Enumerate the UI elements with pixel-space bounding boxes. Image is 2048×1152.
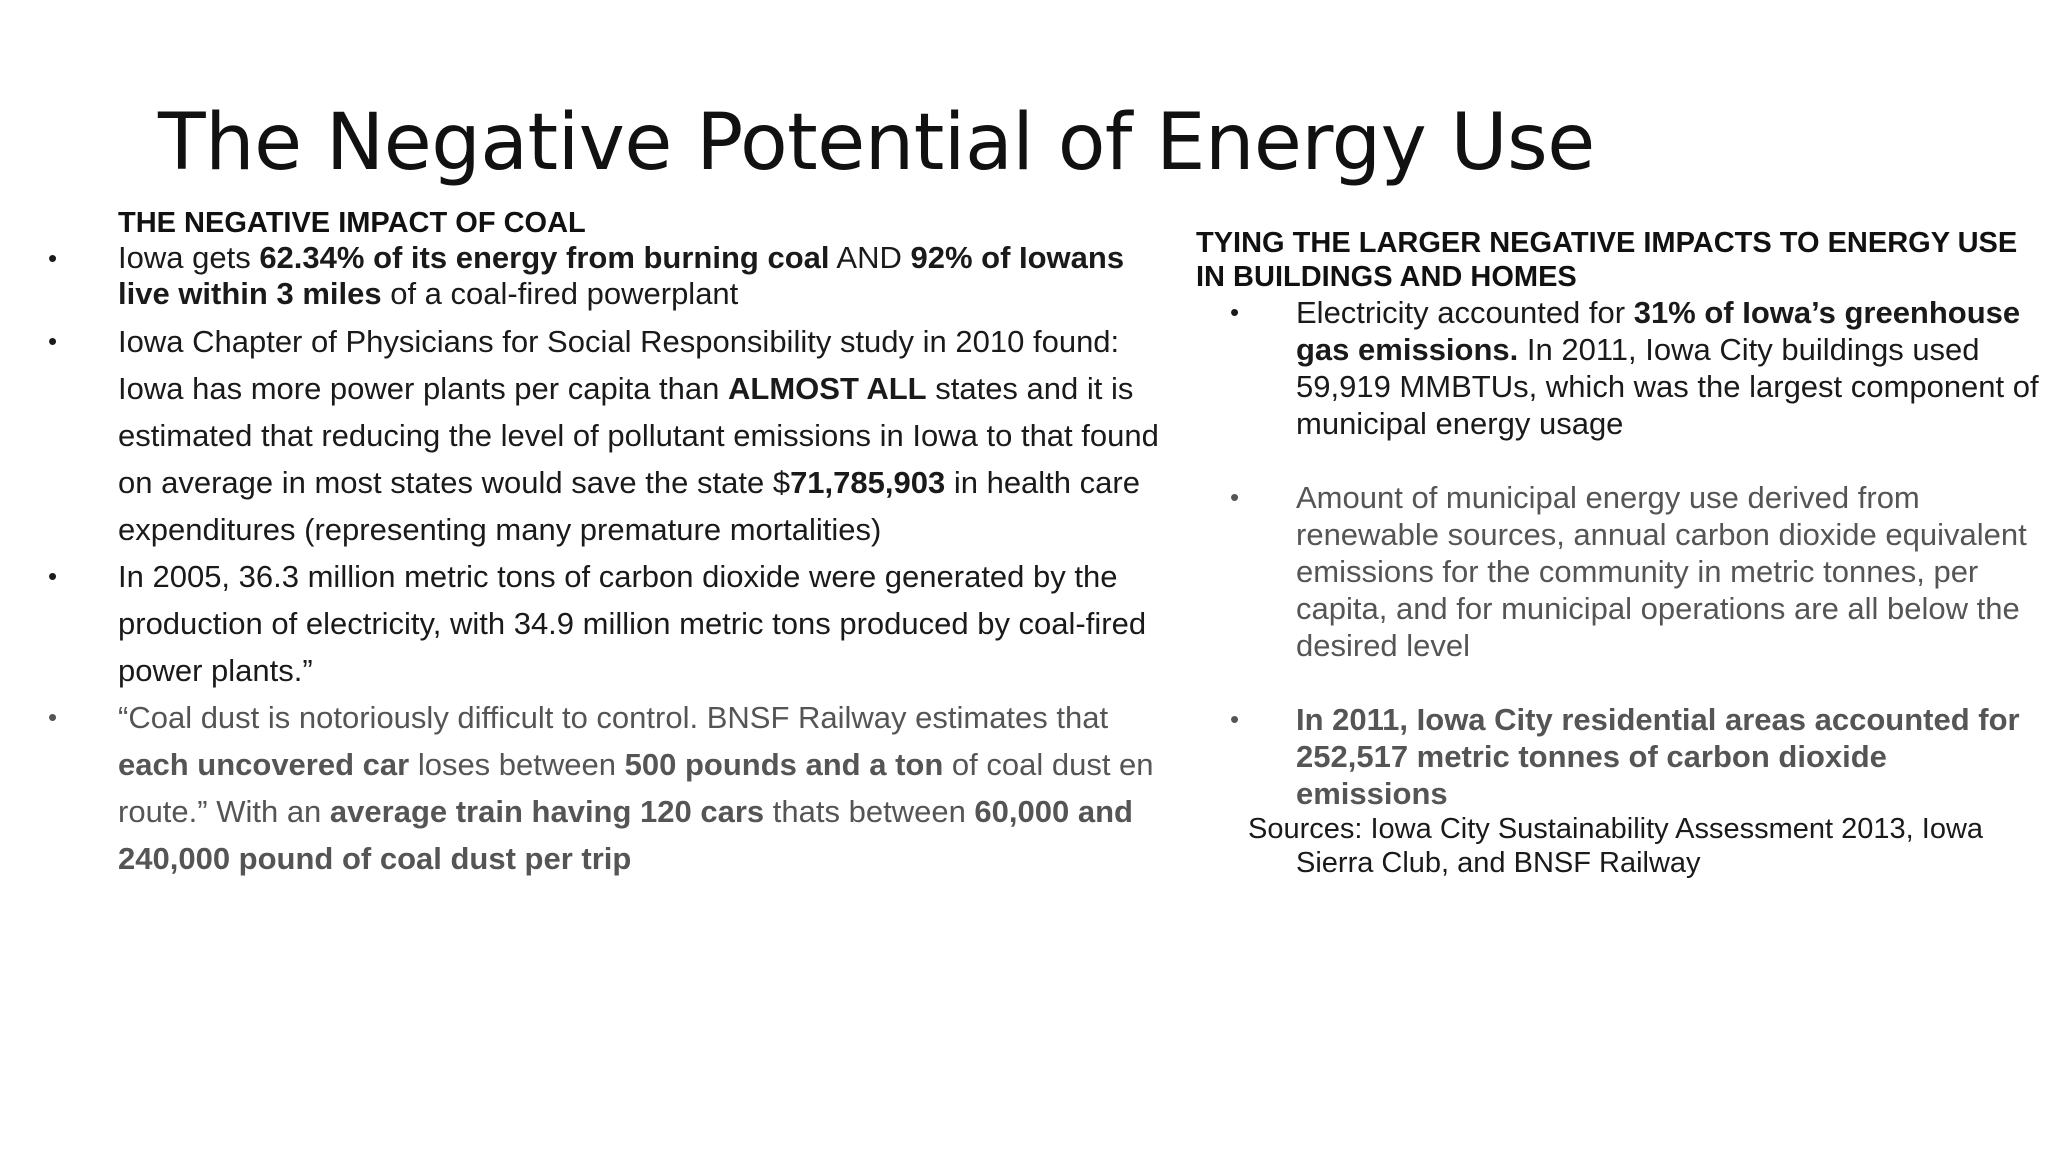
coal-impact-list xyxy=(40,240,1180,882)
bullet-emphasis: 92% of Iowans live within 3 miles xyxy=(118,240,1125,311)
bullet-text: Amount of municipal energy use derived from renewable sources, annual carbon dioxide equivalent emissions for the community in metric tonnes, per capita, and for municipal operations are all below the desired level xyxy=(1296,480,2027,663)
bullet-text: Iowa Chapter of Physicians for Social Responsibility study in 2010 found: Iowa has more power plants per capita than xyxy=(118,324,1120,406)
bullet-emphasis: 500 pounds and a ton xyxy=(624,747,944,782)
bullet-icon: • xyxy=(1230,482,1240,512)
bullet-text: in health care expenditures (representing many premature mortalities) xyxy=(118,465,1140,547)
bullet-emphasis: 71,785,903 xyxy=(790,465,946,500)
bullet-text: loses between xyxy=(409,747,625,782)
bullet-emphasis: 31% of Iowa’s greenhouse gas emissions. xyxy=(1296,295,2021,367)
bullet-emphasis: each uncovered car xyxy=(118,747,410,782)
bullet-emphasis: 62.34% of its energy from burning coal xyxy=(259,240,830,275)
list-item xyxy=(1196,294,2046,442)
list-item xyxy=(40,694,1180,882)
bullet-emphasis: ALMOST ALL xyxy=(728,371,927,406)
list-item xyxy=(1196,701,2046,812)
bullet-icon: • xyxy=(48,702,58,732)
buildings-impact-list xyxy=(1196,294,2046,812)
coal-impact-heading: THE NEGATIVE IMPACT OF COAL xyxy=(118,207,586,239)
left-column xyxy=(40,206,1180,882)
sources-note: Sources: Iowa City Sustainability Assessment 2013, Iowa Sierra Club, and BNSF Railway xyxy=(1248,813,1984,879)
bullet-text: “Coal dust is notoriously difficult to control. BNSF Railway estimates that xyxy=(118,700,1109,735)
list-item xyxy=(40,240,1180,312)
bullet-icon: • xyxy=(48,326,58,356)
bullet-emphasis: 60,000 and 240,000 pound of coal dust per trip xyxy=(118,794,1133,876)
list-item xyxy=(40,553,1180,694)
bullet-text: of coal dust en route.” With an xyxy=(118,747,1154,829)
bullet-emphasis: In 2011, Iowa City residential areas accounted for 252,517 metric tonnes of carbon dioxide emissions xyxy=(1296,702,2020,811)
list-item xyxy=(1196,479,2046,664)
list-item xyxy=(40,318,1180,553)
right-column xyxy=(1196,226,2046,880)
buildings-impact-heading: TYING THE LARGER NEGATIVE IMPACTS TO ENERGY USE IN BUILDINGS AND HOMES xyxy=(1196,227,2018,293)
bullet-text: of a coal-fired powerplant xyxy=(381,276,739,311)
bullet-icon: • xyxy=(1230,297,1240,327)
bullet-icon: • xyxy=(48,243,58,273)
bullet-icon: • xyxy=(48,561,58,591)
bullet-text: Iowa gets xyxy=(118,240,260,275)
bullet-text: thats between xyxy=(764,794,975,829)
bullet-emphasis: average train having 120 cars xyxy=(329,794,765,829)
bullet-text: AND xyxy=(829,240,911,275)
slide-title: The Negative Potential of Energy Use xyxy=(158,98,1595,188)
bullet-icon: • xyxy=(1230,704,1240,734)
bullet-text: states and it is estimated that reducing the level of pollutant emissions in Iowa to that found on average in most states would save the state $ xyxy=(118,371,1159,500)
bullet-text: In 2005, 36.3 million metric tons of carbon dioxide were generated by the production of electricity, with 34.9 million metric tons produced by coal-fired power plants.” xyxy=(118,559,1147,688)
bullet-text: Electricity accounted for xyxy=(1296,295,1634,330)
bullet-text: In 2011, Iowa City buildings used 59,919 MMBTUs, which was the largest component of municipal energy usage xyxy=(1296,332,2039,441)
